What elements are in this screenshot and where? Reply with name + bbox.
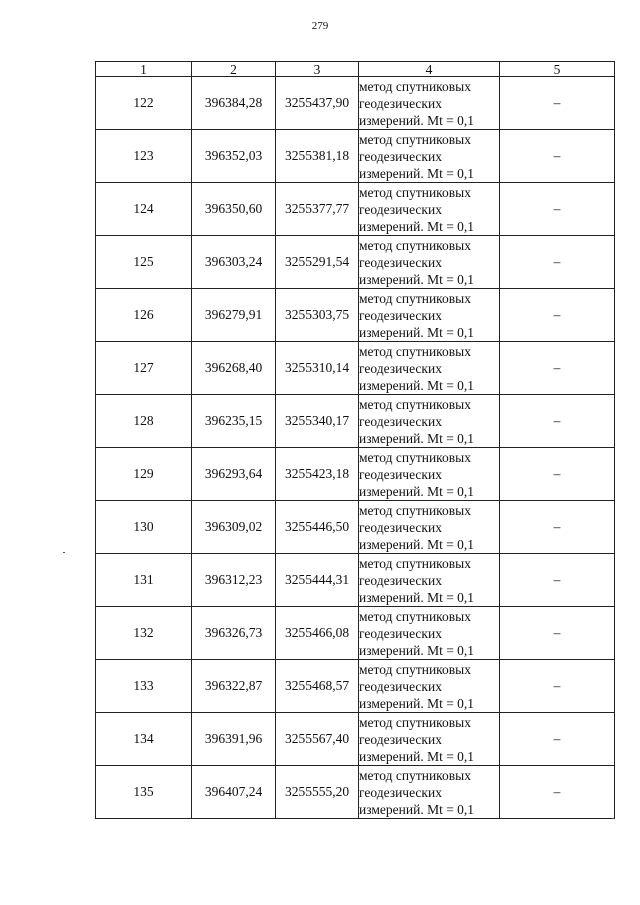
- method-line: метод спутниковых: [359, 661, 471, 677]
- point-number-cell: 128: [96, 395, 192, 448]
- method-line: метод спутниковых: [359, 343, 471, 359]
- y-coordinate-cell: 3255437,90: [276, 77, 359, 130]
- table-row: [96, 766, 615, 819]
- x-coordinate-cell: 396303,24: [192, 236, 276, 289]
- coordinates-table: [95, 61, 615, 819]
- method-line: измерений. Mt = 0,1: [359, 483, 475, 499]
- method-line: метод спутниковых: [359, 608, 471, 624]
- y-coordinate-cell: 3255340,17: [276, 395, 359, 448]
- y-coordinate-cell: 3255555,20: [276, 766, 359, 819]
- y-coordinate-cell: 3255446,50: [276, 501, 359, 554]
- x-coordinate-cell: 396312,23: [192, 554, 276, 607]
- method-line: измерений. Mt = 0,1: [359, 801, 475, 817]
- table-row: [96, 501, 615, 554]
- method-line: геодезических: [359, 360, 442, 376]
- point-number-cell: 123: [96, 130, 192, 183]
- method-cell: [359, 130, 500, 183]
- method-cell: [359, 395, 500, 448]
- point-number-cell: 129: [96, 448, 192, 501]
- method-line: измерений. Mt = 0,1: [359, 748, 475, 764]
- point-number-cell: 135: [96, 766, 192, 819]
- col5-cell: –: [500, 77, 615, 130]
- method-cell: [359, 713, 500, 766]
- method-line: геодезических: [359, 95, 442, 111]
- y-coordinate-cell: 3255291,54: [276, 236, 359, 289]
- method-line: геодезических: [359, 201, 442, 217]
- table-row: [96, 448, 615, 501]
- col5-cell: –: [500, 713, 615, 766]
- col5-cell: –: [500, 554, 615, 607]
- point-number-cell: 130: [96, 501, 192, 554]
- method-cell: [359, 183, 500, 236]
- table-row: [96, 342, 615, 395]
- method-line: метод спутниковых: [359, 449, 471, 465]
- method-line: метод спутниковых: [359, 396, 471, 412]
- y-coordinate-cell: 3255468,57: [276, 660, 359, 713]
- method-line: измерений. Mt = 0,1: [359, 112, 475, 128]
- y-coordinate-cell: 3255303,75: [276, 289, 359, 342]
- method-line: измерений. Mt = 0,1: [359, 271, 475, 287]
- y-coordinate-cell: 3255310,14: [276, 342, 359, 395]
- x-coordinate-cell: 396293,64: [192, 448, 276, 501]
- table-row: [96, 713, 615, 766]
- point-number-cell: 122: [96, 77, 192, 130]
- header-col-5: 5: [500, 62, 615, 77]
- col5-cell: –: [500, 342, 615, 395]
- page-number: 279: [311, 20, 329, 32]
- col5-cell: –: [500, 236, 615, 289]
- method-line: метод спутниковых: [359, 184, 471, 200]
- x-coordinate-cell: 396326,73: [192, 607, 276, 660]
- method-cell: [359, 660, 500, 713]
- point-number-cell: 133: [96, 660, 192, 713]
- y-coordinate-cell: 3255466,08: [276, 607, 359, 660]
- point-number-cell: 131: [96, 554, 192, 607]
- method-line: измерений. Mt = 0,1: [359, 165, 475, 181]
- method-line: метод спутниковых: [359, 78, 471, 94]
- x-coordinate-cell: 396309,02: [192, 501, 276, 554]
- x-coordinate-cell: 396391,96: [192, 713, 276, 766]
- method-line: геодезических: [359, 254, 442, 270]
- y-coordinate-cell: 3255567,40: [276, 713, 359, 766]
- y-coordinate-cell: 3255381,18: [276, 130, 359, 183]
- table-row: [96, 77, 615, 130]
- method-line: измерений. Mt = 0,1: [359, 324, 475, 340]
- scan-speck: [612, 818, 614, 819]
- method-line: метод спутниковых: [359, 555, 471, 571]
- x-coordinate-cell: 396407,24: [192, 766, 276, 819]
- method-line: измерений. Mt = 0,1: [359, 536, 475, 552]
- x-coordinate-cell: 396352,03: [192, 130, 276, 183]
- method-line: измерений. Mt = 0,1: [359, 695, 475, 711]
- method-cell: [359, 501, 500, 554]
- point-number-cell: 125: [96, 236, 192, 289]
- method-cell: [359, 766, 500, 819]
- header-col-2: 2: [192, 62, 276, 77]
- header-col-3: 3: [276, 62, 359, 77]
- method-line: геодезических: [359, 731, 442, 747]
- method-line: геодезических: [359, 307, 442, 323]
- col5-cell: –: [500, 501, 615, 554]
- header-row: [96, 62, 615, 77]
- y-coordinate-cell: 3255444,31: [276, 554, 359, 607]
- x-coordinate-cell: 396384,28: [192, 77, 276, 130]
- point-number-cell: 124: [96, 183, 192, 236]
- method-line: метод спутниковых: [359, 290, 471, 306]
- col5-cell: –: [500, 607, 615, 660]
- x-coordinate-cell: 396322,87: [192, 660, 276, 713]
- method-cell: [359, 554, 500, 607]
- x-coordinate-cell: 396268,40: [192, 342, 276, 395]
- method-line: геодезических: [359, 519, 442, 535]
- table-row: [96, 130, 615, 183]
- col5-cell: –: [500, 660, 615, 713]
- method-line: измерений. Mt = 0,1: [359, 430, 475, 446]
- table-row: [96, 236, 615, 289]
- method-line: геодезических: [359, 625, 442, 641]
- col5-cell: –: [500, 766, 615, 819]
- col5-cell: –: [500, 395, 615, 448]
- table-row: [96, 660, 615, 713]
- method-cell: [359, 77, 500, 130]
- table-row: [96, 183, 615, 236]
- col5-cell: –: [500, 289, 615, 342]
- x-coordinate-cell: 396350,60: [192, 183, 276, 236]
- method-line: метод спутниковых: [359, 237, 471, 253]
- method-line: метод спутниковых: [359, 131, 471, 147]
- header-col-1: 1: [96, 62, 192, 77]
- method-line: геодезических: [359, 466, 442, 482]
- method-line: метод спутниковых: [359, 714, 471, 730]
- method-line: геодезических: [359, 784, 442, 800]
- method-cell: [359, 236, 500, 289]
- table-row: [96, 554, 615, 607]
- point-number-cell: 134: [96, 713, 192, 766]
- method-cell: [359, 289, 500, 342]
- method-line: измерений. Mt = 0,1: [359, 589, 475, 605]
- method-cell: [359, 607, 500, 660]
- method-line: метод спутниковых: [359, 767, 471, 783]
- method-line: метод спутниковых: [359, 502, 471, 518]
- col5-cell: –: [500, 130, 615, 183]
- method-line: измерений. Mt = 0,1: [359, 218, 475, 234]
- col5-cell: –: [500, 448, 615, 501]
- scan-speck: [63, 552, 65, 553]
- table-row: [96, 395, 615, 448]
- method-line: геодезических: [359, 413, 442, 429]
- method-line: геодезических: [359, 572, 442, 588]
- method-line: геодезических: [359, 678, 442, 694]
- point-number-cell: 126: [96, 289, 192, 342]
- x-coordinate-cell: 396235,15: [192, 395, 276, 448]
- x-coordinate-cell: 396279,91: [192, 289, 276, 342]
- method-line: измерений. Mt = 0,1: [359, 642, 475, 658]
- method-cell: [359, 342, 500, 395]
- point-number-cell: 127: [96, 342, 192, 395]
- y-coordinate-cell: 3255423,18: [276, 448, 359, 501]
- point-number-cell: 132: [96, 607, 192, 660]
- table-row: [96, 289, 615, 342]
- method-line: геодезических: [359, 148, 442, 164]
- method-cell: [359, 448, 500, 501]
- col5-cell: –: [500, 183, 615, 236]
- method-line: измерений. Mt = 0,1: [359, 377, 475, 393]
- header-col-4: 4: [359, 62, 500, 77]
- table-row: [96, 607, 615, 660]
- y-coordinate-cell: 3255377,77: [276, 183, 359, 236]
